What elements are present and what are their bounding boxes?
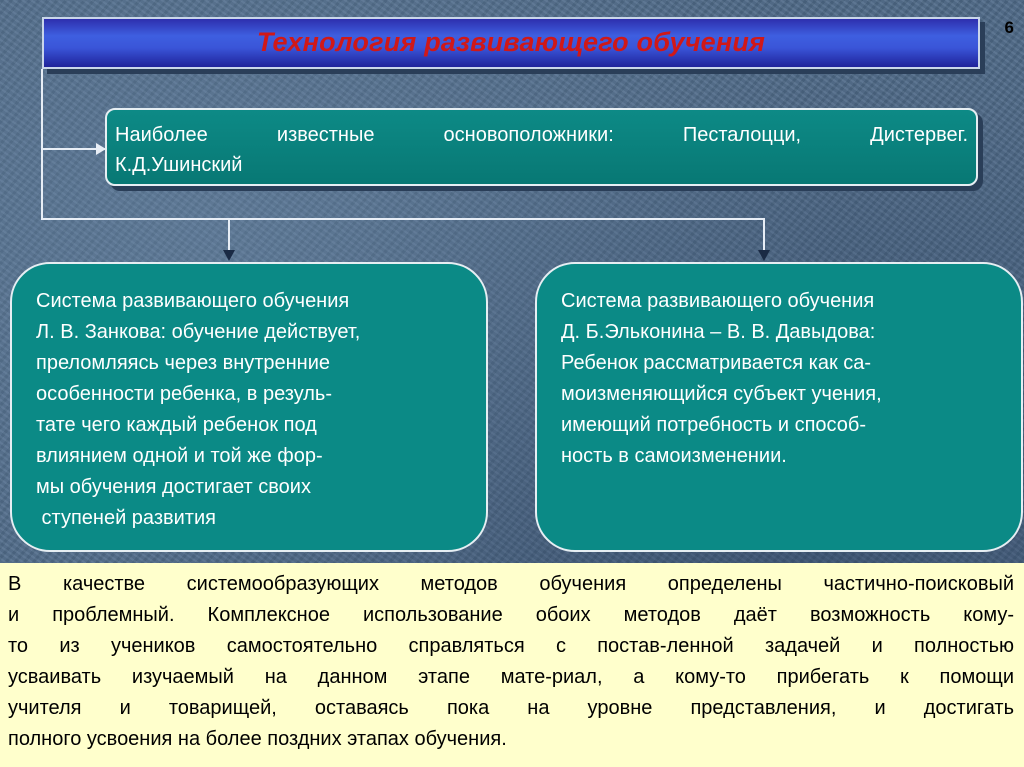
connector-vertical-main [41,69,43,219]
zankov-line: мы обучения достигает своих [36,476,311,498]
methods-line: усваивать изучаемый на данном этапе мате-риал, а кому-то прибегать к помощи [8,666,1014,688]
zankov-line: влиянием одной и той же фор- [36,445,323,467]
zankov-system-box [10,262,488,552]
zankov-line: тате чего каждый ребенок под [36,414,317,436]
methods-line: и проблемный. Комплексное использование обоих методов даёт возможность кому- [8,604,1014,626]
zankov-line: ступеней развития [36,507,216,529]
title-bar [42,17,980,69]
connector-down-left [228,218,230,254]
founders-box [105,108,978,186]
connector-horizontal-split [41,218,765,220]
methods-line: учителя и товарищей, оставаясь пока на уровне представления, и достигать [8,697,1014,719]
arrowhead-down-icon [758,250,770,262]
connector-down-right [763,218,765,254]
methods-line: полного усвоения на более поздних этапах обучения. [8,728,507,750]
elkonin-line: имеющий потребность и способ- [561,414,866,436]
zankov-line: Л. В. Занкова: обучение действует, [36,321,361,343]
methods-panel [0,563,1024,767]
slide-title: Технология развивающего обучения [256,27,766,57]
elkonin-line: Система развивающего обучения [561,290,875,312]
methods-line: В качестве системообразующих методов обучения определены частично-поисковый [8,573,1014,595]
arrowhead-down-icon [223,250,235,262]
elkonin-line: моизменяющийся субъект учения, [561,383,882,405]
elkonin-line: Д. Б.Эльконина – В. В. Давыдова: [561,321,876,343]
founders-line-1: Наиболее известные основоположники: Песталоцци, Дистервег. [115,124,968,146]
zankov-line: особенности ребенка, в резуль- [36,383,333,405]
elkonin-line: ность в самоизменении. [561,445,787,467]
slide-number: 6 [1004,18,1014,37]
founders-line-2: К.Д.Ушинский [115,154,243,176]
elkonin-line: Ребенок рассматривается как са- [561,352,872,374]
elkonin-davydov-system-box [535,262,1023,552]
methods-line: то из учеников самостоятельно справляться с постав-ленной задачей и полностью [8,635,1014,657]
zankov-line: Система развивающего обучения [36,290,350,312]
zankov-line: преломляясь через внутренние [36,352,331,374]
